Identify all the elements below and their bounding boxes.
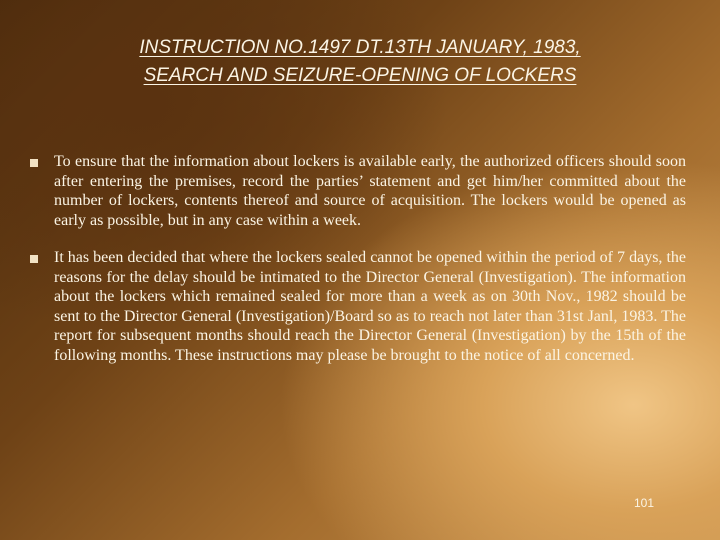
bullet-text-2: It has been decided that where the lockers sealed cannot be opened within the period of 7 days, the reasons for the delay should be intimated to the Director General (Investigation). The information about the lockers which remained sealed for more than a week as on 30th Nov., 1982 should be sent to the Director General (Investigation)/Board so as to reach not later than 31st Janl, 1983. The report for subsequent months should reach the Director General (Investigation) by the 15th of the following months. These instructions may please be brought to the notice of all concerned. (54, 249, 686, 364)
bullet-item-1 (26, 152, 686, 230)
square-bullet-icon (30, 159, 38, 167)
slide-title-line-1: INSTRUCTION NO.1497 DT.13TH JANUARY, 1983, (139, 37, 581, 58)
slide-title (40, 34, 680, 90)
slide-title-line-2: SEARCH AND SEIZURE-OPENING OF LOCKERS (143, 65, 577, 86)
bullet-list (26, 152, 686, 383)
bullet-item-2 (26, 248, 686, 365)
page-number: 101 (634, 496, 655, 510)
square-bullet-icon (30, 255, 38, 263)
bullet-text-1: To ensure that the information about lockers is available early, the authorized officers should soon after entering the premises, record the parties’ statement and get him/her committed about the number of lockers, contents thereof and source of acquisition. The lockers would be opened as early as possible, but in any case within a week. (54, 153, 686, 229)
